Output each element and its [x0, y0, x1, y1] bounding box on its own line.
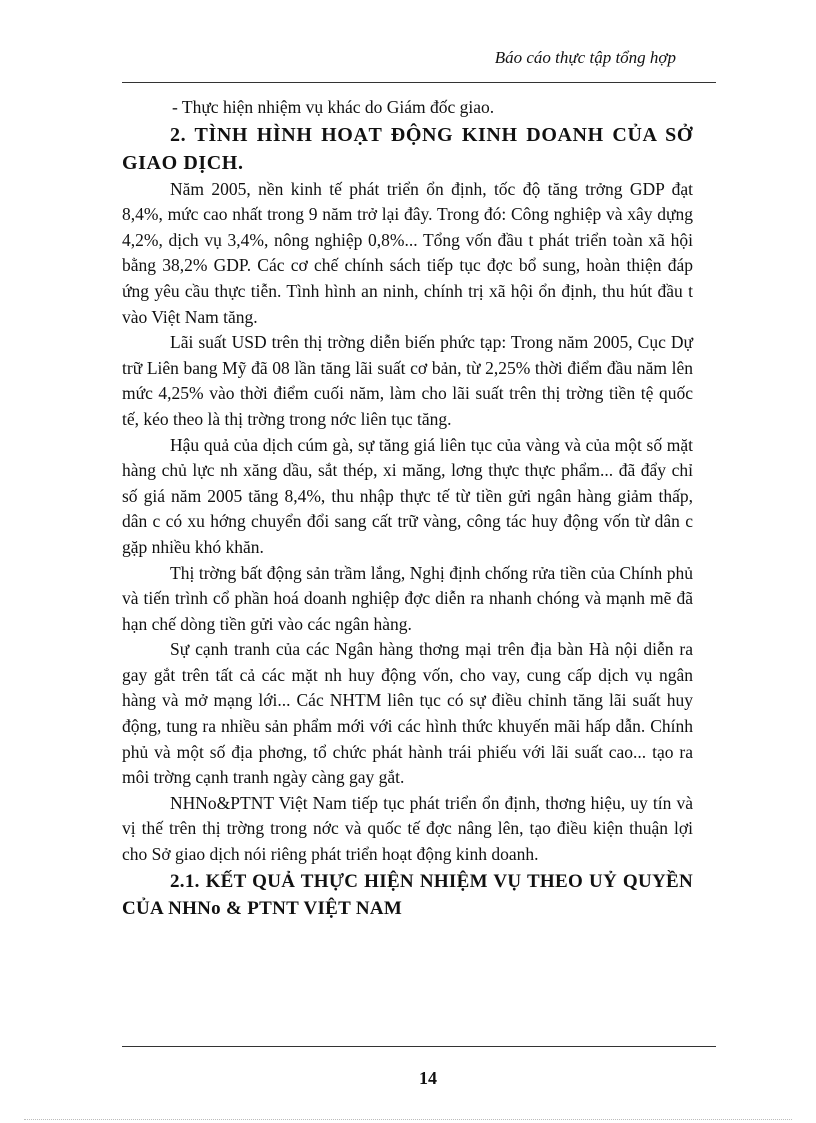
- paragraph-usd-interest: Lãi suất USD trên thị trờng diễn biến phức tạp: Trong năm 2005, Cục Dự trữ Liên bang Mỹ đã 08 lần tăng lãi suất cơ bản, từ 2,25% thời điểm đầu năm lên mức 4,25% vào thời điểm cuối năm, làm cho lãi suất trên thị trờng tiền tệ quốc tế, kéo theo là thị trờng trong nớc liên tục tăng.: [122, 332, 693, 429]
- section-heading: 2. TÌNH HÌNH HOẠT ĐỘNG KINH DOANH CỦA SỞ GIAO DỊCH.: [122, 123, 693, 174]
- header-divider: [122, 82, 716, 83]
- page-bottom-border: [24, 1119, 792, 1120]
- paragraph-competition: Sự cạnh tranh của các Ngân hàng thơng mại trên địa bàn Hà nội diễn ra gay gắt trên tất cả các mặt nh huy động vốn, cho vay, cung cấp dịch vụ ngân hàng và mở mạng lới... Các NHTM liên tục có sự điều chỉnh tăng lãi suất huy động, tung ra nhiều sản phẩm mới với các hình thức khuyến mãi hấp dẫn. Chính phủ và một số địa phơng, tổ chức phát hành trái phiếu với lãi suất cao... tạo ra môi trờng cạnh tranh ngày càng gay gắt.: [122, 639, 693, 788]
- intro-line: - Thực hiện nhiệm vụ khác do Giám đốc giao.: [172, 97, 495, 117]
- running-header-title: Báo cáo thực tập tổng hợp: [494, 48, 676, 67]
- paragraph-inflation: Hậu quả của dịch cúm gà, sự tăng giá liên tục của vàng và của một số mặt hàng chủ lực nh xăng dầu, sắt thép, xi măng, lơng thực thực phẩm... đã đẩy chỉ số giá năm 2005 tăng 8,4%, thu nhập thực tế từ tiền gửi ngân hàng giảm thấp, dân c có xu hớng chuyển đổi sang cất trữ vàng, công tác huy động vốn từ dân c gặp nhiều khó khăn.: [122, 434, 693, 557]
- page-number: 14: [419, 1068, 437, 1088]
- paragraph-real-estate: Thị trờng bất động sản trầm lắng, Nghị định chống rửa tiền của Chính phủ và tiến trình cổ phần hoá doanh nghiệp đợc diễn ra nhanh chóng và mạnh mẽ đã hạn chế dòng tiền gửi vào các ngân hàng.: [122, 562, 693, 634]
- paragraph-economy: Năm 2005, nền kinh tế phát triển ổn định, tốc độ tăng trởng GDP đạt 8,4%, mức cao nhất trong 9 năm trở lại đây. Trong đó: Công nghiệp và xây dựng 4,2%, dịch vụ 3,4%, nông nghiệp 0,8%... Tổng vốn đầu t phát triển toàn xã hội bằng 38,2% GDP. Các cơ chế chính sách tiếp tục đợc bổ sung, hoàn thiện đáp ứng yêu cầu thực tiễn. Tình hình an ninh, chính trị xã hội ổn định, thu hút đầu t vào Việt Nam tăng.: [122, 178, 693, 327]
- document-body: [122, 95, 693, 922]
- subsection-heading: 2.1. KẾT QUẢ THỰC HIỆN NHIỆM VỤ THEO UỶ QUYỀN CỦA NHNo & PTNT VIỆT NAM: [122, 870, 693, 919]
- paragraph-agribank: NHNo&PTNT Việt Nam tiếp tục phát triển ổn định, thơng hiệu, uy tín và vị thế trên thị trờng trong nớc và quốc tế đợc nâng lên, tạo điều kiện thuận lợi cho Sở giao dịch nói riêng phát triển hoạt động kinh doanh.: [122, 792, 693, 865]
- footer-divider: [122, 1046, 716, 1047]
